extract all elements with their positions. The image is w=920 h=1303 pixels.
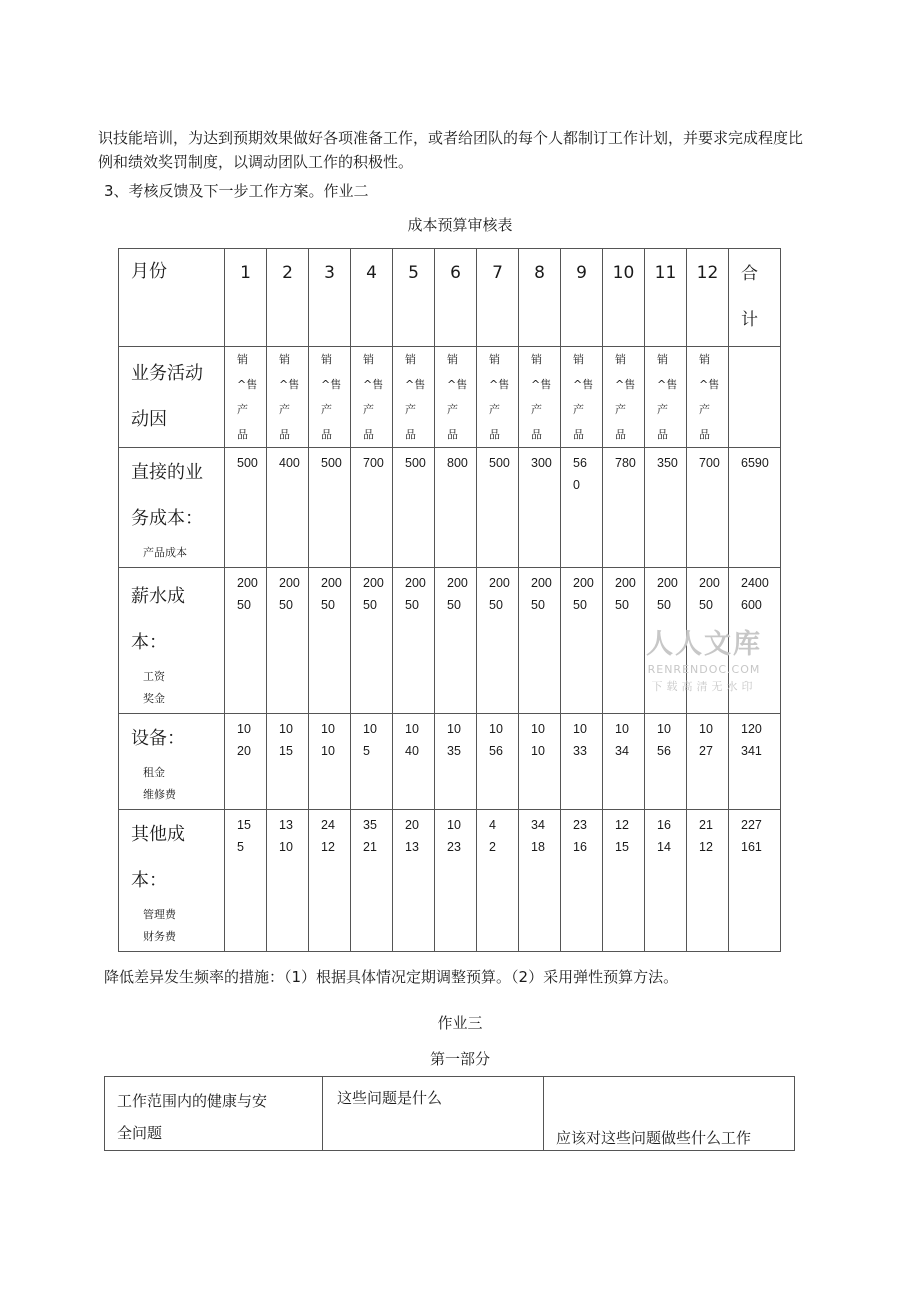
value-line: 10 [531, 722, 545, 736]
activity-line: 产 [615, 403, 626, 416]
value-line: 10 [657, 722, 671, 736]
total-header [729, 249, 781, 347]
direct-value-cell [309, 448, 351, 568]
value-line: 400 [279, 456, 300, 470]
direct-value-cell [351, 448, 393, 568]
activity-cell [225, 347, 267, 448]
value-line: 35 [363, 818, 377, 832]
value-line: 700 [699, 456, 720, 470]
activity-line: 销 [237, 353, 248, 366]
other-label-cell [119, 810, 225, 952]
measures-text: 降低差异发生频率的措施：（1）根据具体情况定期调整预算。（2）采用弹性预算方法。 [104, 968, 679, 986]
value-line: 500 [321, 456, 342, 470]
value-line: 500 [237, 456, 258, 470]
total-line: 120 [741, 722, 762, 736]
activity-line: 销 [321, 353, 332, 366]
other-total-cell [729, 810, 781, 952]
direct-total-cell [729, 448, 781, 568]
total-line: 2400 [741, 576, 769, 590]
activity-line: 产 [405, 403, 416, 416]
value-line: 40 [405, 744, 419, 758]
value-line: 20 [405, 818, 419, 832]
value-line: 21 [699, 818, 713, 832]
value-line: 13 [279, 818, 293, 832]
salary-label-line: 薪水成 [131, 586, 185, 607]
total-header-line: 合 [741, 264, 758, 284]
value-line: 18 [531, 840, 545, 854]
value-line: 34 [615, 744, 629, 758]
total-line: 227 [741, 818, 762, 832]
direct-label-line: 务成本： [131, 508, 203, 529]
point-3-heading: 3、考核反馈及下一步工作方案。作业二 [104, 182, 369, 200]
salary-value-cell [225, 568, 267, 714]
activity-line: 品 [363, 428, 374, 441]
value-line: 15 [279, 744, 293, 758]
equipment-label-line: 设备： [131, 728, 185, 749]
value-line: 50 [489, 598, 503, 612]
safety-col-actions: 应该对这些问题做些什么工作 [544, 1077, 795, 1151]
value-line: 50 [531, 598, 545, 612]
activity-line: 销 [657, 353, 668, 366]
activity-line: 品 [237, 428, 248, 441]
equipment-value-cell [645, 714, 687, 810]
value-line: 35 [447, 744, 461, 758]
activity-line: 产 [321, 403, 332, 416]
activity-line: 销 [573, 353, 584, 366]
value-line: 16 [657, 818, 671, 832]
activity-cell [393, 347, 435, 448]
value-line: 2 [489, 840, 496, 854]
activity-line: 产 [573, 403, 584, 416]
watermark [646, 622, 762, 694]
month-header: 6 [435, 249, 477, 347]
activity-line: ^售 [447, 378, 468, 391]
other-cost-row [119, 810, 781, 952]
activity-line: ^售 [573, 378, 594, 391]
direct-value-cell [687, 448, 729, 568]
month-header: 4 [351, 249, 393, 347]
direct-value-cell [267, 448, 309, 568]
value-line: 5 [363, 744, 370, 758]
equipment-value-cell [225, 714, 267, 810]
activity-cell [267, 347, 309, 448]
direct-value-cell [645, 448, 687, 568]
value-line: 34 [531, 818, 545, 832]
activity-line: ^售 [237, 378, 258, 391]
salary-value-cell [603, 568, 645, 714]
salary-value-cell [519, 568, 561, 714]
direct-value-cell [603, 448, 645, 568]
value-line: 13 [405, 840, 419, 854]
value-line: 50 [573, 598, 587, 612]
value-line: 200 [447, 576, 468, 590]
salary-value-cell [267, 568, 309, 714]
value-line: 14 [657, 840, 671, 854]
other-value-cell [309, 810, 351, 952]
other-value-cell [561, 810, 603, 952]
total-line: 6590 [741, 456, 769, 470]
activity-line: 销 [699, 353, 710, 366]
activity-cell [477, 347, 519, 448]
salary-value-cell [561, 568, 603, 714]
value-line: 15 [237, 818, 251, 832]
activity-label-line: 动因 [131, 409, 167, 430]
activity-line: ^售 [279, 378, 300, 391]
month-header: 9 [561, 249, 603, 347]
equipment-value-cell [561, 714, 603, 810]
activity-label-cell [119, 347, 225, 448]
value-line: 5 [237, 840, 244, 854]
direct-value-cell [393, 448, 435, 568]
watermark-domain: RENRENDOC.COM [647, 663, 761, 676]
value-line: 33 [573, 744, 587, 758]
value-line: 27 [699, 744, 713, 758]
activity-line: 产 [279, 403, 290, 416]
other-value-cell [645, 810, 687, 952]
value-line: 23 [573, 818, 587, 832]
activity-line: 品 [699, 428, 710, 441]
activity-line: 品 [321, 428, 332, 441]
total-line: 600 [741, 598, 762, 612]
activity-line: 销 [447, 353, 458, 366]
activity-row [119, 347, 781, 448]
value-line: 200 [657, 576, 678, 590]
activity-line: 品 [447, 428, 458, 441]
activity-line: ^售 [615, 378, 636, 391]
value-line: 0 [573, 478, 580, 492]
other-value-cell [225, 810, 267, 952]
value-line: 50 [321, 598, 335, 612]
activity-total-cell [729, 347, 781, 448]
value-line: 50 [405, 598, 419, 612]
value-line: 10 [447, 722, 461, 736]
equipment-value-cell [519, 714, 561, 810]
activity-line: 产 [489, 403, 500, 416]
activity-line: 产 [363, 403, 374, 416]
value-line: 12 [699, 840, 713, 854]
safety-col-what: 这些问题是什么 [323, 1077, 544, 1151]
activity-line: 品 [279, 428, 290, 441]
equipment-value-cell [309, 714, 351, 810]
activity-line: 销 [363, 353, 374, 366]
direct-value-cell [225, 448, 267, 568]
activity-line: ^售 [531, 378, 552, 391]
value-line: 50 [237, 598, 251, 612]
other-value-cell [603, 810, 645, 952]
activity-line: ^售 [699, 378, 720, 391]
activity-line: ^售 [321, 378, 342, 391]
value-line: 10 [279, 840, 293, 854]
value-line: 10 [447, 818, 461, 832]
homework-3-title: 作业三 [437, 1014, 483, 1032]
activity-line: 品 [405, 428, 416, 441]
activity-line: 销 [615, 353, 626, 366]
value-line: 500 [489, 456, 510, 470]
equipment-value-cell [351, 714, 393, 810]
activity-cell [351, 347, 393, 448]
activity-line: 产 [237, 403, 248, 416]
value-line: 200 [321, 576, 342, 590]
activity-line: 产 [531, 403, 542, 416]
month-header: 2 [267, 249, 309, 347]
value-line: 200 [279, 576, 300, 590]
value-line: 10 [405, 722, 419, 736]
month-header: 8 [519, 249, 561, 347]
activity-cell [561, 347, 603, 448]
value-line: 12 [615, 818, 629, 832]
value-line: 200 [531, 576, 552, 590]
total-line: 161 [741, 840, 762, 854]
direct-label-line: 直接的业 [131, 462, 203, 483]
value-line: 56 [489, 744, 503, 758]
value-line: 10 [489, 722, 503, 736]
equipment-value-cell [603, 714, 645, 810]
other-value-cell [351, 810, 393, 952]
other-value-cell [477, 810, 519, 952]
value-line: 10 [363, 722, 377, 736]
value-line: 50 [657, 598, 671, 612]
value-line: 12 [321, 840, 335, 854]
month-header: 10 [603, 249, 645, 347]
month-header: 7 [477, 249, 519, 347]
activity-label-line: 业务活动 [131, 363, 203, 384]
watermark-title: 人人文库 [646, 629, 762, 660]
safety-col-issues-line: 工作范围内的健康与安 [117, 1092, 268, 1110]
value-line: 300 [531, 456, 552, 470]
activity-cell [435, 347, 477, 448]
equipment-value-cell [267, 714, 309, 810]
activity-cell [603, 347, 645, 448]
direct-sub-label: 产品成本 [143, 546, 187, 559]
activity-line: 品 [489, 428, 500, 441]
activity-line: 产 [699, 403, 710, 416]
month-header: 1 [225, 249, 267, 347]
safety-col-issues [105, 1077, 323, 1151]
salary-value-cell [393, 568, 435, 714]
value-line: 20 [237, 744, 251, 758]
activity-cell [519, 347, 561, 448]
other-sub-label: 管理费 [143, 908, 176, 921]
value-line: 200 [573, 576, 594, 590]
salary-value-cell [477, 568, 519, 714]
direct-value-cell [477, 448, 519, 568]
salary-value-cell [351, 568, 393, 714]
value-line: 500 [405, 456, 426, 470]
salary-value-cell [309, 568, 351, 714]
activity-line: ^售 [657, 378, 678, 391]
activity-line: ^售 [363, 378, 384, 391]
salary-sub-label: 奖金 [143, 692, 165, 705]
total-header-line: 计 [741, 310, 758, 330]
equipment-cost-row [119, 714, 781, 810]
other-value-cell [435, 810, 477, 952]
equipment-label-cell [119, 714, 225, 810]
activity-cell [687, 347, 729, 448]
activity-line: 销 [531, 353, 542, 366]
activity-line: 产 [447, 403, 458, 416]
activity-line: 销 [489, 353, 500, 366]
direct-value-cell [435, 448, 477, 568]
part-1-title: 第一部分 [429, 1050, 490, 1068]
activity-line: 品 [531, 428, 542, 441]
value-line: 700 [363, 456, 384, 470]
other-value-cell [687, 810, 729, 952]
value-line: 350 [657, 456, 678, 470]
salary-sub-label: 工资 [143, 670, 165, 683]
activity-cell [645, 347, 687, 448]
equipment-value-cell [687, 714, 729, 810]
salary-label-line: 本： [131, 632, 167, 653]
value-line: 50 [279, 598, 293, 612]
value-line: 10 [531, 744, 545, 758]
value-line: 10 [321, 744, 335, 758]
other-value-cell [393, 810, 435, 952]
other-value-cell [519, 810, 561, 952]
other-value-cell [267, 810, 309, 952]
month-header: 11 [645, 249, 687, 347]
value-line: 24 [321, 818, 335, 832]
equipment-value-cell [477, 714, 519, 810]
month-label: 月份 [119, 249, 225, 347]
table-title: 成本预算审核表 [407, 216, 513, 234]
value-line: 10 [573, 722, 587, 736]
value-line: 50 [447, 598, 461, 612]
direct-cost-row [119, 448, 781, 568]
safety-col-issues-line: 全问题 [117, 1124, 163, 1142]
activity-line: ^售 [405, 378, 426, 391]
value-line: 15 [615, 840, 629, 854]
other-label-line: 本： [131, 870, 167, 891]
value-line: 200 [405, 576, 426, 590]
month-header: 3 [309, 249, 351, 347]
month-header: 5 [393, 249, 435, 347]
total-line: 341 [741, 744, 762, 758]
value-line: 800 [447, 456, 468, 470]
salary-value-cell [435, 568, 477, 714]
month-row [119, 249, 781, 347]
equipment-sub-label: 租金 [143, 766, 165, 779]
value-line: 200 [237, 576, 258, 590]
safety-table [104, 1076, 795, 1151]
month-header: 12 [687, 249, 729, 347]
activity-cell [309, 347, 351, 448]
activity-line: 品 [573, 428, 584, 441]
value-line: 56 [657, 744, 671, 758]
value-line: 50 [615, 598, 629, 612]
salary-label-cell [119, 568, 225, 714]
activity-line: 品 [615, 428, 626, 441]
budget-table [118, 248, 781, 952]
other-sub-label: 财务费 [143, 930, 176, 943]
watermark-tagline: 下载高清无水印 [651, 680, 757, 693]
value-line: 200 [489, 576, 510, 590]
value-line: 16 [573, 840, 587, 854]
value-line: 10 [237, 722, 251, 736]
equipment-value-cell [393, 714, 435, 810]
equipment-value-cell [435, 714, 477, 810]
value-line: 200 [615, 576, 636, 590]
intro-paragraph: 识技能培训，为达到预期效果做好各项准备工作，或者给团队的每个人都制订工作计划，并要求完成程度比例和绩效奖罚制度，以调动团队工作的积极性。 [98, 129, 804, 171]
value-line: 50 [699, 598, 713, 612]
direct-value-cell [561, 448, 603, 568]
value-line: 56 [573, 456, 587, 470]
value-line: 10 [321, 722, 335, 736]
equipment-total-cell [729, 714, 781, 810]
other-label-line: 其他成 [131, 824, 185, 845]
value-line: 200 [363, 576, 384, 590]
value-line: 21 [363, 840, 377, 854]
equipment-sub-label: 维修费 [143, 788, 176, 801]
activity-line: 销 [279, 353, 290, 366]
value-line: 50 [363, 598, 377, 612]
direct-value-cell [519, 448, 561, 568]
value-line: 10 [615, 722, 629, 736]
value-line: 10 [279, 722, 293, 736]
activity-line: 产 [657, 403, 668, 416]
value-line: 200 [699, 576, 720, 590]
activity-line: 销 [405, 353, 416, 366]
value-line: 780 [615, 456, 636, 470]
activity-line: 品 [657, 428, 668, 441]
value-line: 23 [447, 840, 461, 854]
activity-line: ^售 [489, 378, 510, 391]
value-line: 10 [699, 722, 713, 736]
direct-label-cell [119, 448, 225, 568]
value-line: 4 [489, 818, 496, 832]
